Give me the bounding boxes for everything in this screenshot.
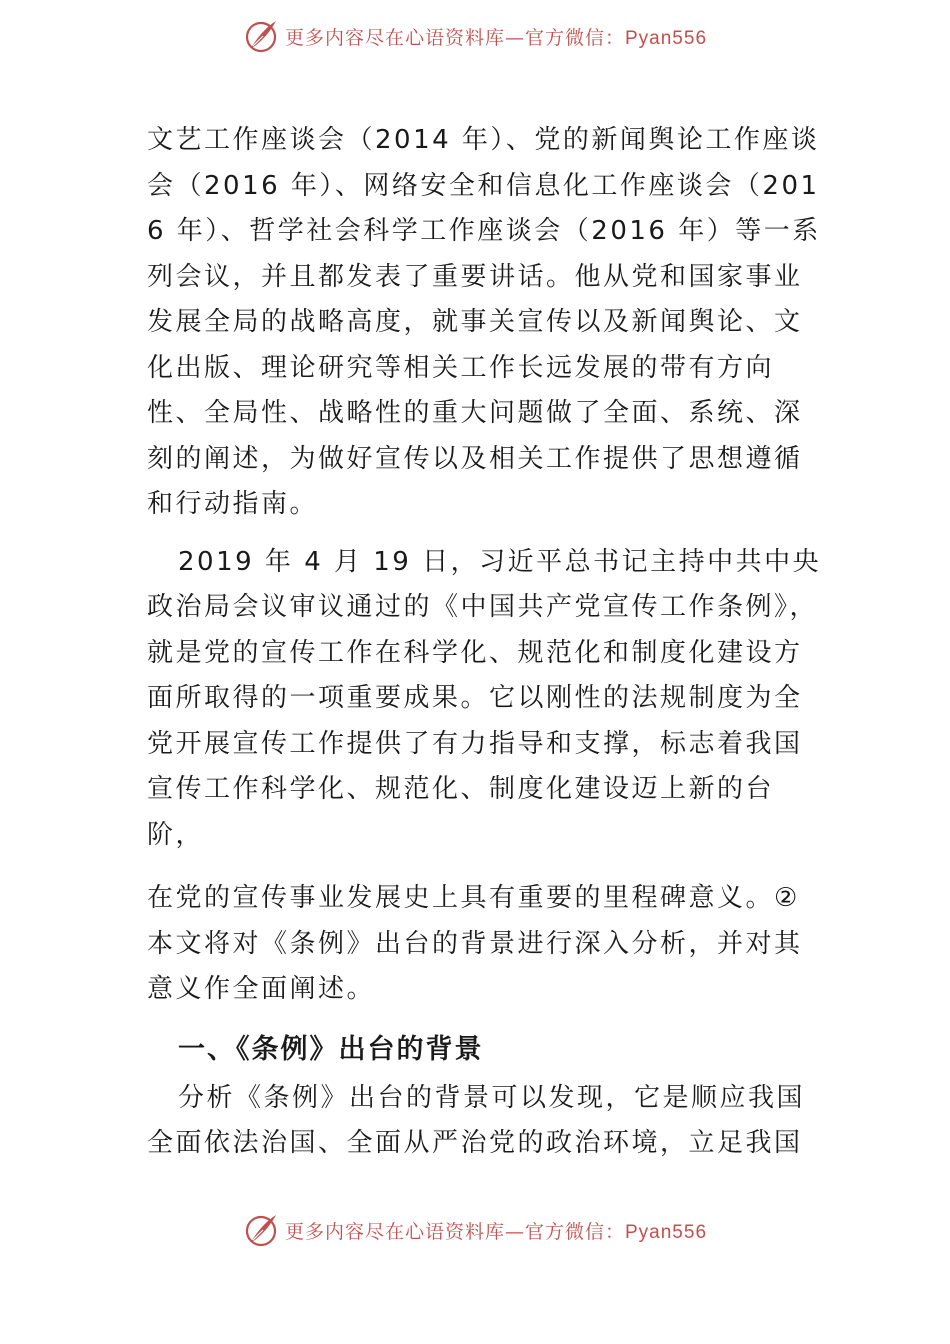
footer-watermark (0, 1210, 950, 1250)
body-paragraph: 文艺工作座谈会（2014 年）、党的新闻舆论工作座谈会（2016 年）、网络安全和信息化工作座谈会（2016 年）、哲学社会科学工作座谈会（2016 年）等一系列会议，并且都发表了重要讲话。他从党和国家事业发展全局的战略高度，就事关宣传以及新闻舆论、文化出版、理论研究等相关工作长远发展的带有方向性、全局性、战略性的重大问题做了全面、系统、深刻的阐述，为做好宣传以及相关工作提供了思想遵循和行动指南。 (147, 125, 821, 519)
document-body (147, 118, 827, 1167)
section-heading: 一、《条例》出台的背景 (178, 1033, 484, 1065)
body-paragraph: 在党的宣传事业发展史上具有重要的里程碑意义。②本文将对《条例》出台的背景进行深入分析，并对其意义作全面阐述。 (147, 883, 803, 1004)
quill-pen-circle-icon (243, 1212, 279, 1248)
wechat-id: Pyan556 (625, 27, 708, 49)
header-watermark (0, 16, 950, 56)
watermark-text: 更多内容尽在心语资料库—官方微信：Pyan556 (284, 1220, 708, 1243)
wechat-id: Pyan556 (625, 1221, 708, 1243)
watermark-text: 更多内容尽在心语资料库—官方微信：Pyan556 (284, 26, 708, 49)
quill-pen-circle-icon (243, 18, 279, 54)
body-paragraph: 2019 年 4 月 19 日，习近平总书记主持中共中央政治局会议审议通过的《中国共产党宣传工作条例》，就是党的宣传工作在科学化、规范化和制度化建设方面所取得的一项重要成果。它以刚性的法规制度为全党开展宣传工作提供了有力指导和支撑，标志着我国宣传工作科学化、规范化、制度化建设迈上新的台阶， (147, 546, 822, 850)
body-paragraph: 分析《条例》出台的背景可以发现，它是顺应我国全面依法治国、全面从严治党的政治环境，立足我国 (147, 1082, 806, 1158)
